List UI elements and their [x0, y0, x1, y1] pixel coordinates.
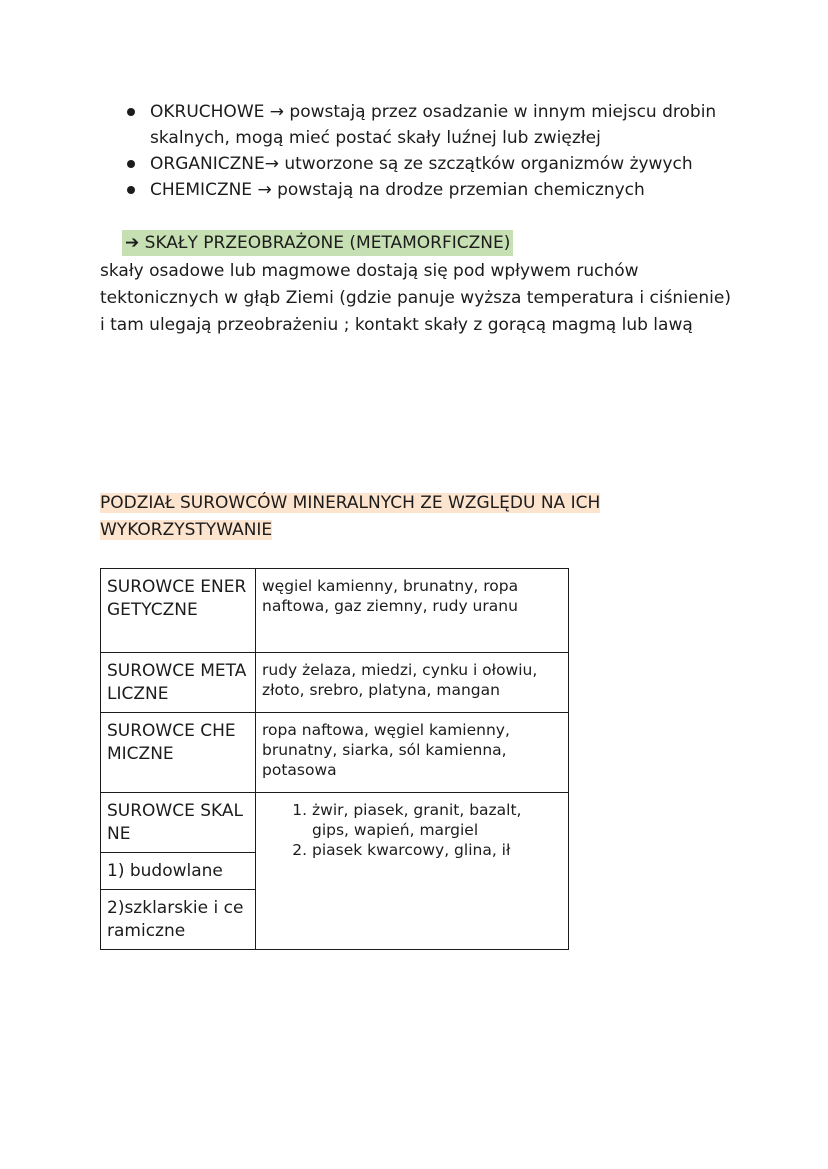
bullet-icon — [127, 108, 135, 116]
bullet-icon — [127, 160, 135, 168]
list-item-text: ORGANICZNE→ utworzone są ze szczątków organizmów żywych — [150, 154, 693, 174]
table-row — [101, 653, 569, 713]
table-cell-category: SUROWCE ENERGETYCZNE — [101, 569, 256, 653]
rock-resources-list — [262, 800, 562, 860]
list-item — [110, 151, 750, 177]
table-row — [101, 569, 569, 653]
table-cell-category: SUROWCE SKALNE — [101, 793, 256, 853]
rock-types-list — [110, 99, 750, 203]
table-cell-subcategory: 2)szklarskie i ceramiczne — [101, 890, 256, 950]
table-row — [101, 793, 569, 853]
division-heading-text: PODZIAŁ SUROWCÓW MINERALNYCH ZE WZGLĘDU NA ICH WYKORZYSTYWANIE — [100, 493, 601, 540]
resources-table — [100, 568, 569, 950]
metamorphic-description: skały osadowe lub magmowe dostają się pod wpływem ruchów tektonicznych w głąb Ziemi (gdzie panuje wyższa temperatura i ciśnienie) i tam ulegają przeobrażeniu ; kontakt skały z gorącą magmą lub lawą — [100, 261, 731, 335]
metamorphic-heading-text: SKAŁY PRZEOBRAŻONE (METAMORFICZNE) — [144, 233, 511, 253]
division-heading — [100, 490, 740, 544]
list-item: 1. żwir, piasek, granit, bazalt, gips, wapień, margiel — [312, 800, 562, 840]
list-item: 2. piasek kwarcowy, glina, ił — [312, 840, 562, 860]
metamorphic-heading — [122, 230, 513, 256]
table-cell-value: węgiel kamienny, brunatny, ropa naftowa, gaz ziemny, rudy uranu — [256, 569, 569, 653]
list-item-text: OKRUCHOWE → powstają przez osadzanie w innym miejscu drobin skalnych, mogą mieć postać skały luźnej lub zwięzłej — [150, 102, 717, 148]
table-cell-value — [256, 793, 569, 950]
table-cell-value: rudy żelaza, miedzi, cynku i ołowiu, złoto, srebro, platyna, mangan — [256, 653, 569, 713]
table-cell-value: ropa naftowa, węgiel kamienny, brunatny, siarka, sól kamienna, potasowa — [256, 713, 569, 793]
table-row — [101, 713, 569, 793]
table-cell-subcategory: 1) budowlane — [101, 853, 256, 890]
bullet-icon — [127, 186, 135, 194]
table-cell-category: SUROWCE CHEMICZNE — [101, 713, 256, 793]
table-cell-category: SUROWCE METALICZNE — [101, 653, 256, 713]
list-item-text: CHEMICZNE → powstają na drodze przemian chemicznych — [150, 180, 645, 200]
list-item — [110, 99, 750, 151]
list-item — [110, 177, 750, 203]
arrow-right-icon: ➔ — [125, 233, 140, 253]
